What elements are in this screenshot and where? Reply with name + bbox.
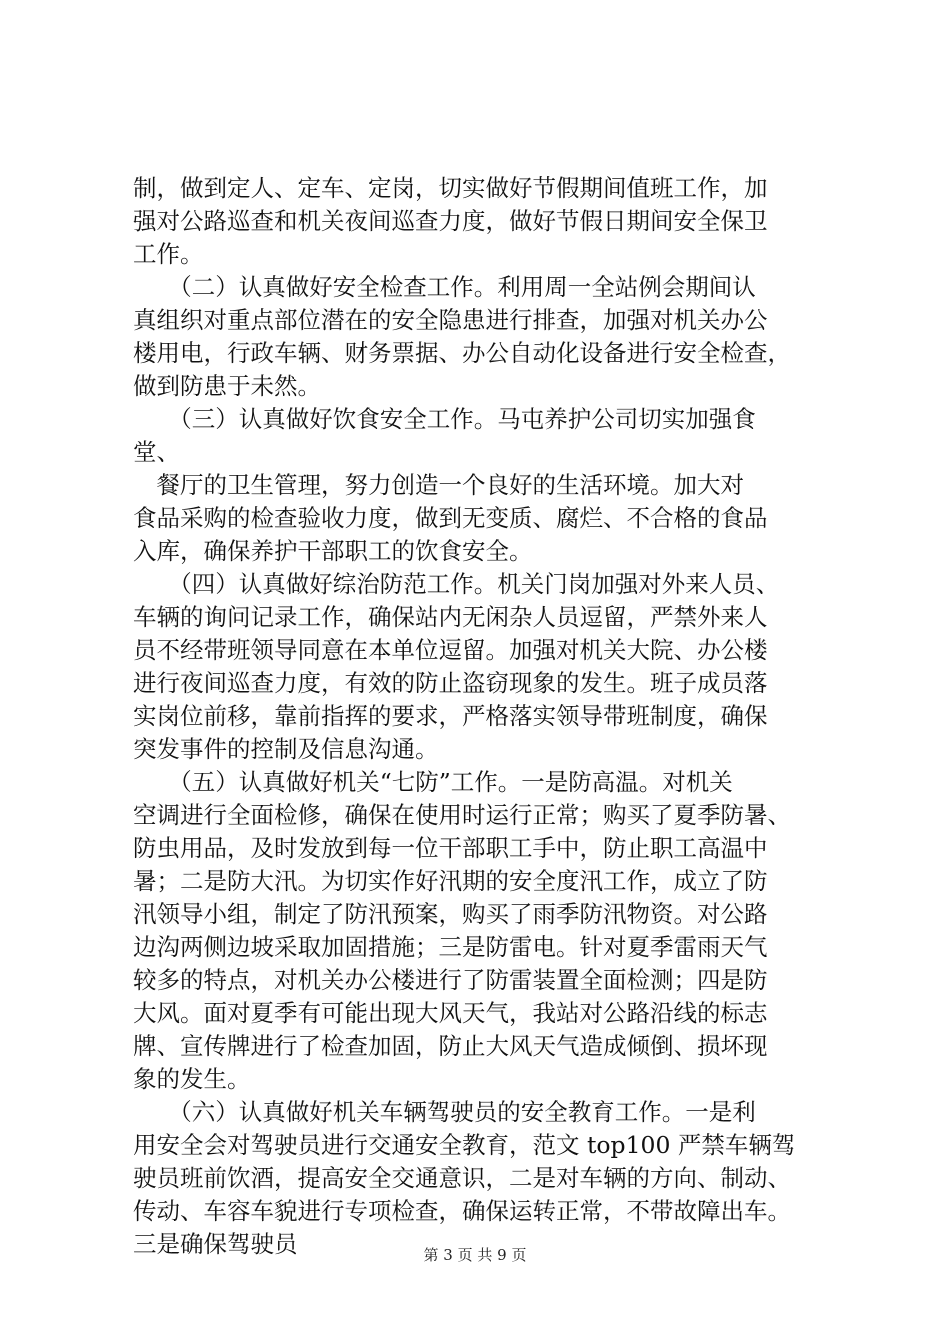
page-number-footer: 第 3 页 共 9 页 — [423, 1246, 527, 1264]
text-line: （六）认真做好机关车辆驾驶员的安全教育工作。一是利 — [133, 1098, 756, 1126]
text-line: （二）认真做好安全检查工作。利用周一全站例会期间认 — [133, 273, 756, 301]
text-line: 三是确保驾驶员 — [133, 1230, 298, 1258]
text-line: 大风。面对夏季有可能出现大风天气，我站对公路沿线的标志 — [133, 999, 768, 1027]
text-line: （五）认真做好机关“七防”工作。一是防高温。对机关 — [133, 768, 733, 796]
text-line: 牌、宣传牌进行了检查加固，防止大风天气造成倾倒、损坏现 — [133, 1032, 768, 1060]
text-line: 边沟两侧边坡采取加固措施；三是防雷电。针对夏季雷雨天气 — [133, 933, 768, 961]
text-line: 做到防患于未然。 — [133, 372, 321, 400]
text-line: （四）认真做好综治防范工作。机关门岗加强对外来人员、 — [133, 570, 780, 598]
text-line: 车辆的询问记录工作，确保站内无闲杂人员逗留，严禁外来人 — [133, 603, 768, 631]
text-line: 突发事件的控制及信息沟通。 — [133, 735, 439, 763]
text-line: 汛领导小组，制定了防汛预案，购买了雨季防汛物资。对公路 — [133, 900, 768, 928]
text-line: 强对公路巡查和机关夜间巡查力度，做好节假日期间安全保卫 — [133, 207, 768, 235]
text-line: 食品采购的检查验收力度，做到无变质、腐烂、不合格的食品 — [133, 504, 768, 532]
text-line: 员不经带班领导同意在本单位逗留。加强对机关大院、办公楼 — [133, 636, 768, 664]
text-line: 驶员班前饮酒，提高安全交通意识，二是对车辆的方向、制动、 — [133, 1164, 791, 1192]
text-line: 制，做到定人、定车、定岗，切实做好节假期间值班工作，加 — [133, 174, 768, 202]
text-line: 暑；二是防大汛。为切实作好汛期的安全度汛工作，成立了防 — [133, 867, 768, 895]
text-line: 象的发生。 — [133, 1065, 251, 1093]
text-line: 较多的特点，对机关办公楼进行了防雷装置全面检测；四是防 — [133, 966, 768, 994]
text-line: 实岗位前移，靠前指挥的要求，严格落实领导带班制度，确保 — [133, 702, 768, 730]
body-text — [133, 172, 833, 1261]
text-line: 餐厅的卫生管理，努力创造一个良好的生活环境。加大对 — [133, 471, 744, 499]
text-line: 防虫用品，及时发放到每一位干部职工手中，防止职工高温中 — [133, 834, 768, 862]
text-line: 用安全会对驾驶员进行交通安全教育，范文 top100 严禁车辆驾 — [133, 1131, 796, 1159]
text-line: 入库，确保养护干部职工的饮食安全。 — [133, 537, 533, 565]
text-line: 工作。 — [133, 240, 204, 268]
text-line: 堂、 — [133, 438, 180, 466]
text-line: 进行夜间巡查力度，有效的防止盗窃现象的发生。班子成员落 — [133, 669, 768, 697]
text-line: 空调进行全面检修，确保在使用时运行正常；购买了夏季防暑、 — [133, 801, 791, 829]
text-line: 真组织对重点部位潜在的安全隐患进行排查，加强对机关办公 — [133, 306, 768, 334]
text-line: （三）认真做好饮食安全工作。马屯养护公司切实加强食 — [133, 405, 756, 433]
text-line: 传动、车容车貌进行专项检查，确保运转正常，不带故障出车。 — [133, 1197, 791, 1225]
text-line: 楼用电，行政车辆、财务票据、办公自动化设备进行安全检查， — [133, 339, 791, 367]
